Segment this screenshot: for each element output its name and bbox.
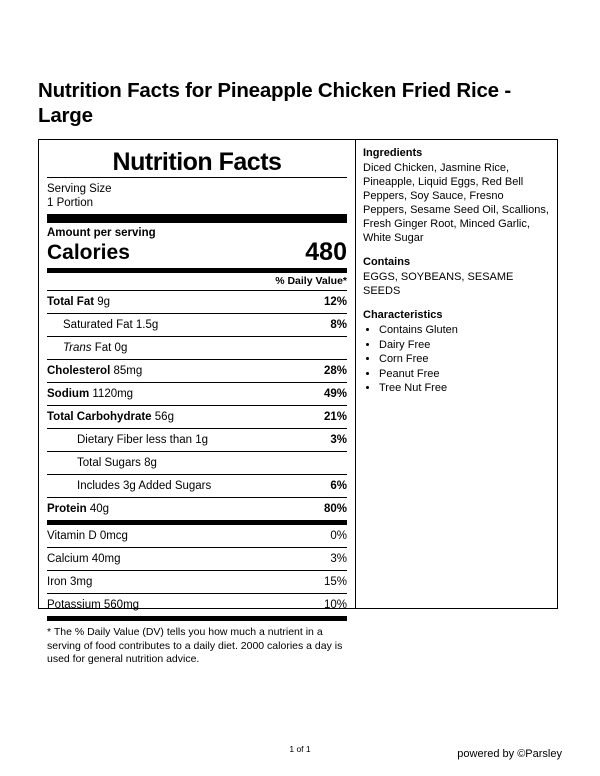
nutrient-row-saturated-fat	[47, 314, 347, 336]
ingredients-panel	[355, 139, 558, 609]
daily-value-footnote: * The % Daily Value (DV) tells you how much a nutrient in a serving of food contributes to a daily diet. 2000 calories a day is used for general nutrition advice.	[47, 626, 343, 665]
list-item: • Peanut Free	[379, 367, 550, 382]
contains-text: EGGS, SOYBEANS, SESAME SEEDS	[363, 271, 514, 297]
micronutrient-label: Iron 3mg	[47, 576, 93, 588]
nutrient-label: Sodium	[47, 388, 90, 400]
brand-footer: powered by ©Parsley	[457, 748, 562, 760]
micronutrient-label: Potassium 560mg	[47, 599, 140, 611]
list-item: • Dairy Free	[379, 338, 550, 353]
page-indicator: 1 of 1	[289, 744, 311, 754]
nutrient-label: Total Fat	[47, 296, 95, 308]
micronutrient-label: Vitamin D 0mcg	[47, 530, 128, 542]
micronutrient-row-iron	[47, 571, 347, 593]
nutrition-facts-panel	[38, 139, 356, 665]
nutrient-dv: 12%	[323, 296, 347, 308]
divider-thick-1	[47, 214, 347, 223]
nutrient-label: Cholesterol	[47, 365, 111, 377]
micronutrient-label: Calcium 40mg	[47, 553, 121, 565]
nutrient-amount: 9g	[97, 296, 111, 308]
amount-per-serving-label: Amount per serving	[47, 227, 156, 239]
list-item: • Corn Free	[379, 352, 550, 367]
nutrient-row-total-fat	[47, 291, 347, 313]
nutrient-dv: 21%	[323, 411, 347, 423]
nutrient-amount: Fat 0g	[94, 342, 128, 354]
micronutrient-dv: 15%	[323, 576, 347, 588]
nutrient-label: Dietary Fiber less than 1g	[77, 434, 209, 446]
nutrient-label: Total Sugars 8g	[77, 457, 157, 469]
ingredients-heading: Ingredients	[363, 147, 423, 159]
nutrient-row-protein	[47, 498, 347, 520]
micronutrient-row-vitamin-d	[47, 525, 347, 547]
calories-label: Calories	[47, 241, 130, 264]
daily-value-header: % Daily Value*	[275, 275, 347, 287]
nutrient-amount: 1120mg	[92, 388, 134, 400]
micronutrient-dv: 10%	[323, 599, 347, 611]
characteristics-list	[363, 323, 550, 396]
nutrient-label: Total Carbohydrate	[47, 411, 152, 423]
nutrition-facts-heading: Nutrition Facts	[112, 148, 282, 176]
nutrient-dv: 3%	[330, 434, 347, 446]
list-item: • Tree Nut Free	[379, 381, 550, 396]
nutrient-label: Trans	[63, 342, 92, 354]
nutrient-label: Saturated Fat	[63, 319, 133, 331]
calories-row	[47, 239, 347, 268]
nutrient-dv: 6%	[330, 480, 347, 492]
nutrient-row-total-sugars	[47, 452, 347, 474]
micronutrient-row-calcium	[47, 548, 347, 570]
nutrient-dv: 80%	[323, 503, 347, 515]
serving-size-value: 1 Portion	[47, 197, 94, 209]
nutrient-row-dietary-fiber	[47, 429, 347, 451]
contains-heading: Contains	[363, 256, 411, 268]
nutrient-dv: 28%	[323, 365, 347, 377]
nutrient-dv: 49%	[323, 388, 347, 400]
nutrient-dv: 8%	[330, 319, 347, 331]
nutrient-amount: 1.5g	[135, 319, 159, 331]
nutrient-row-added-sugars	[47, 475, 347, 497]
nutrient-row-cholesterol	[47, 360, 347, 382]
nutrient-label: Includes 3g Added Sugars	[77, 480, 212, 492]
ingredients-text: Diced Chicken, Jasmine Rice, Pineapple, Liquid Eggs, Red Bell Peppers, Soy Sauce, Fresno Peppers, Sesame Seed Oil, Scallions, Fresh Ginger Root, Minced Garlic, White Sugar	[363, 162, 549, 244]
list-item: • Contains Gluten	[379, 323, 550, 338]
nutrient-row-sodium	[47, 383, 347, 405]
serving-size-block	[47, 178, 347, 214]
page-title: Nutrition Facts for Pineapple Chicken Fried Rice - Large	[38, 79, 511, 127]
nutrient-amount: 56g	[154, 411, 174, 423]
nutrient-amount: 40g	[89, 503, 110, 515]
calories-value: 480	[305, 238, 347, 266]
micronutrient-row-potassium	[47, 594, 347, 616]
characteristics-heading: Characteristics	[363, 309, 443, 321]
nutrient-label: Protein	[47, 503, 87, 515]
serving-size-label: Serving Size	[47, 183, 112, 195]
nutrient-row-trans-fat	[47, 337, 347, 359]
micronutrient-dv: 0%	[330, 530, 347, 542]
nutrient-amount: 85mg	[113, 365, 143, 377]
nutrient-row-total-carbohydrate	[47, 406, 347, 428]
micronutrient-dv: 3%	[330, 553, 347, 565]
